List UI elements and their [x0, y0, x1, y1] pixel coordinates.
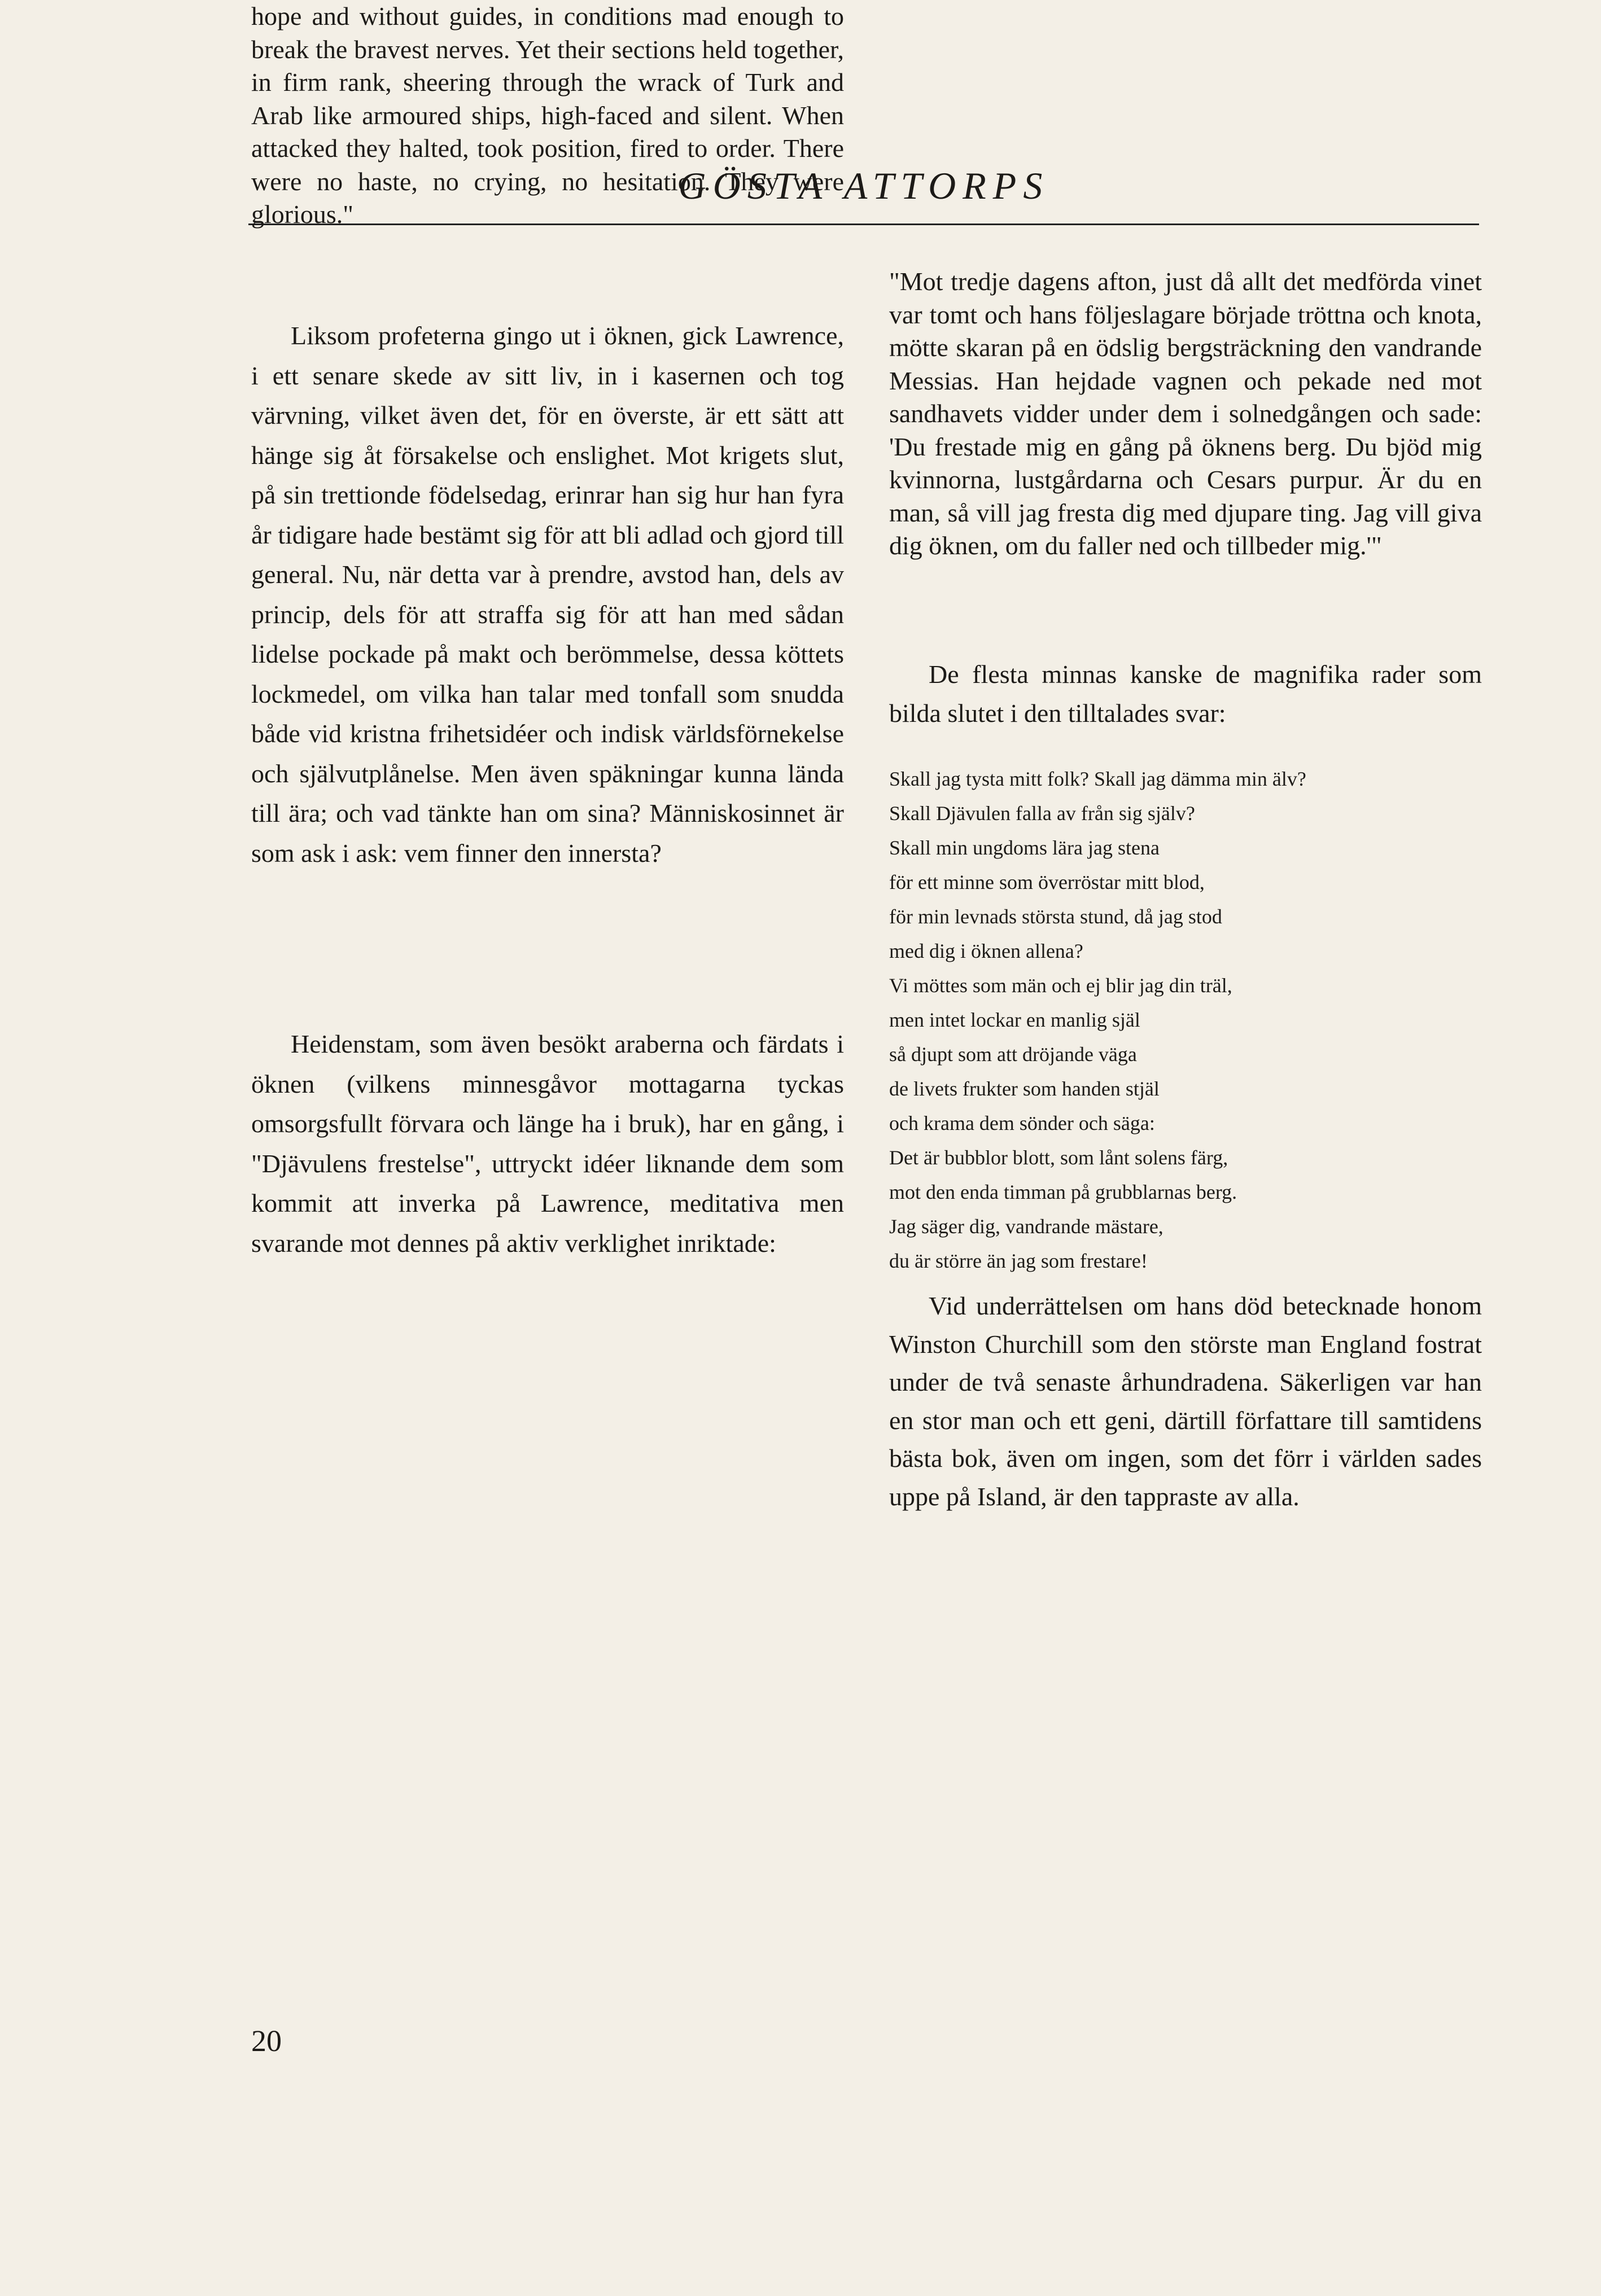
paragraph-heidenstam: Heidenstam, som även besökt araberna och färdats i öknen (vilkens minnesgåvor mottagarna tyckas omsorgsfullt förvara och länge ha i bruk), har en gång, i "Djävulens frestelse", uttryckt idéer liknande dem som kommit att inverka på Lawrence, meditativa men svarande mot dennes på aktiv verklighet inriktade: — [251, 1029, 844, 1257]
poem-line: med dig i öknen allena? — [889, 940, 1083, 962]
heidenstam-quote: "Mot tredje dagens afton, just då allt det medförda vinet var tomt och hans följeslagare började tröttna och knota, mötte skaran på en ödslig bergsträckning den vandrande Messias. Han hejdade vagnen och pekade ned mot sandhavets vidder under dem i solnedgången och sade: 'Du frestade mig en gång på öknens berg. Du bjöd mig kvinnorna, lustgårdarna och Cesars purpur. Är du en man, så vill jag fresta dig med djupare ting. Jag vill giva dig öknen, om du faller ned och tillbeder mig.'" — [889, 267, 1482, 560]
poem-line: mot den enda timman på grubblarnas berg. — [889, 1181, 1237, 1203]
poem-line: Vi möttes som män och ej blir jag din träl, — [889, 974, 1232, 997]
poem — [889, 762, 1482, 1278]
running-header: GÖSTA ATTORPS — [678, 164, 1049, 207]
closing-paragraph: Vid underrättelsen om hans död betecknade honom Winston Churchill som den störste man England fostrat under de två senaste århundradena. Säkerligen var han en stor man och ett geni, därtill författare till samtidens bästa bok, även om ingen, som det förr i världen sades uppe på Island, är den tappraste av alla. — [889, 1291, 1482, 1511]
poem-intro: De flesta minnas kanske de magnifika rader som bilda slutet i den tilltalades svar: — [889, 660, 1482, 728]
poem-line: men intet lockar en manlig själ — [889, 1009, 1140, 1031]
poem-line: Skall jag tysta mitt folk? Skall jag dämma min älv? — [889, 768, 1306, 790]
english-quote-end: hope and without guides, in conditions mad enough to break the bravest nerves. Yet their sections held together, in firm rank, sheering through the wrack of Turk and Arab like armoured ships, high-faced and silent. When attacked they halted, took position, fired to order. There were no haste, no crying, no hesitation. They were glorious." — [251, 2, 844, 229]
poem-line: du är större än jag som frestare! — [889, 1250, 1148, 1272]
poem-line: Skall min ungdoms lära jag stena — [889, 836, 1160, 859]
poem-line: Skall Djävulen falla av från sig själv? — [889, 802, 1195, 825]
poem-line: Det är bubblor blott, som lånt solens färg, — [889, 1146, 1228, 1169]
left-column — [251, 0, 844, 1257]
page-number: 20 — [251, 2024, 282, 2058]
poem-line: de livets frukter som handen stjäl — [889, 1077, 1160, 1100]
poem-line: så djupt som att dröjande väga — [889, 1043, 1137, 1066]
poem-line: för ett minne som överröstar mitt blod, — [889, 871, 1205, 893]
poem-line: för min levnads största stund, då jag stod — [889, 905, 1222, 928]
paragraph-lawrence: Liksom profeterna gingo ut i öknen, gick Lawrence, i ett senare skede av sitt liv, in i kasernen och tog värvning, vilket även det, för en överste, är ett sätt att hänge sig åt försakelse och enslighet. Mot krigets slut, på sin trettionde födelsedag, erinrar han sig hur han fyra år tidigare hade bestämt sig för att bli adlad och gjord till general. Nu, när detta var à prendre, avstod han, dels av princip, dels för att straffa sig för att han med sådan lidelse pockade på makt och berömmelse, dessa köttets lockmedel, om vilka han talar med tonfall som snudda både vid kristna frihetsidéer och indisk världsförnekelse och självutplånelse. Men även späkningar kunna lända till ära; och vad tänkte han om sina? Människosinnet är som ask i ask: vem finner den innersta? — [251, 321, 844, 867]
poem-line: och krama dem sönder och säga: — [889, 1112, 1155, 1134]
poem-line: Jag säger dig, vandrande mästare, — [889, 1215, 1163, 1238]
